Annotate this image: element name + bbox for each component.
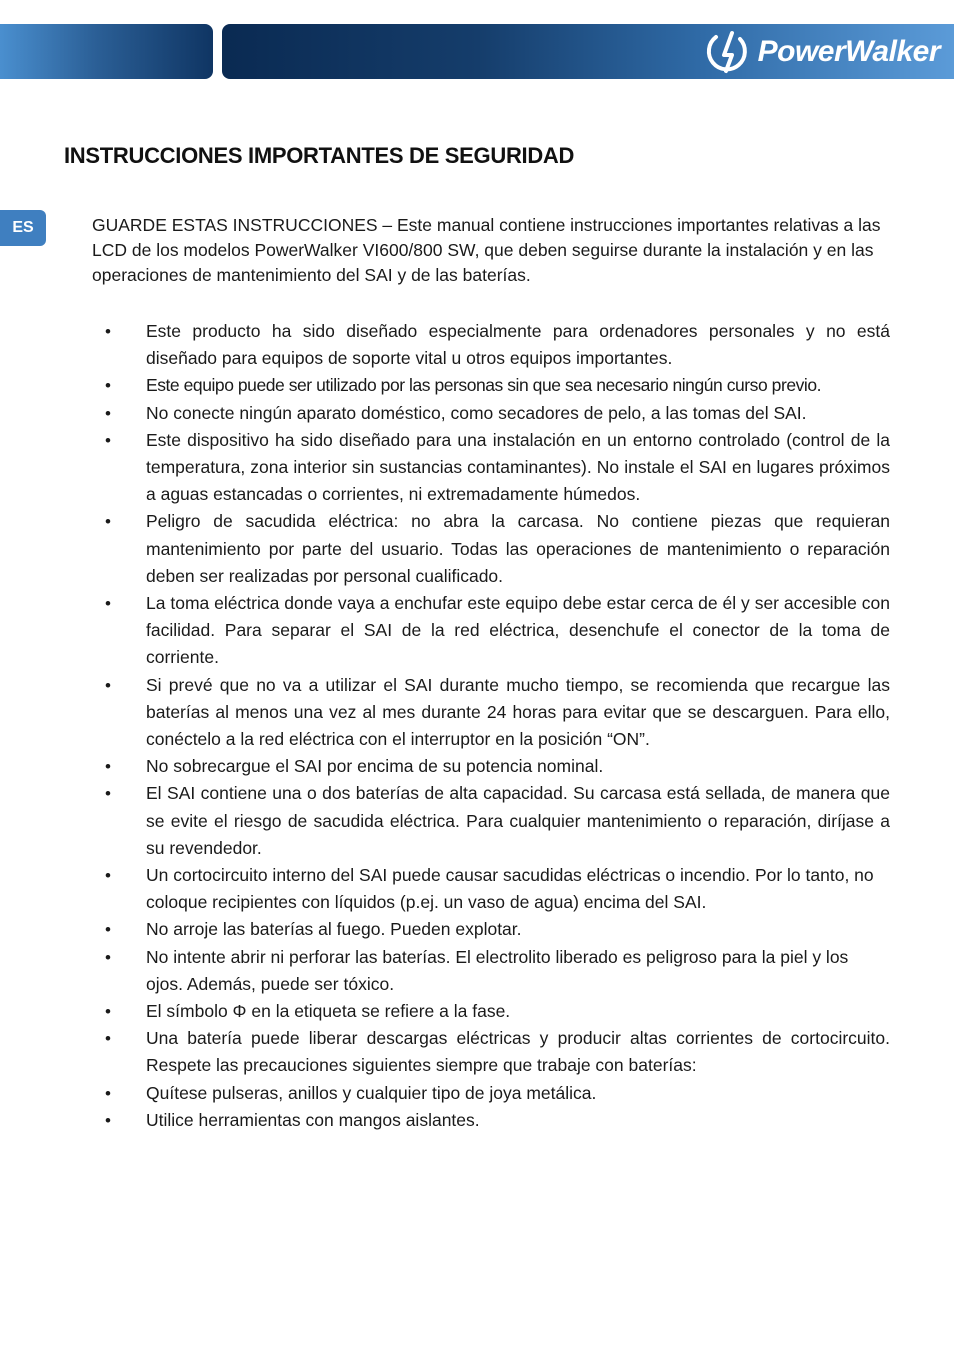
header-band-left	[0, 24, 213, 79]
list-item: • No intente abrir ni perforar las baterías. El electrolito liberado es peligroso para la piel y los ojos. Además, puede ser tóxico.	[100, 944, 890, 998]
list-item: • Este producto ha sido diseñado especialmente para ordenadores personales y no está diseñado para equipos de soporte vital u otros equipos importantes.	[100, 318, 890, 372]
list-item: • El SAI contiene una o dos baterías de alta capacidad. Su carcasa está sellada, de manera que se evite el riesgo de sacudida eléctrica. Para cualquier mantenimiento o reparación, diríjase a su revendedor.	[100, 780, 890, 862]
page-title: INSTRUCCIONES IMPORTANTES DE SEGURIDAD	[64, 143, 575, 168]
list-item: • No sobrecargue el SAI por encima de su potencia nominal.	[100, 753, 890, 780]
list-item: • Peligro de sacudida eléctrica: no abra la carcasa. No contiene piezas que requieran mantenimiento por parte del usuario. Todas las operaciones de mantenimiento o reparación deben ser realizadas por personal cualificado.	[100, 508, 890, 590]
brand-logo	[702, 28, 940, 76]
list-item: • El símbolo Φ en la etiqueta se refiere a la fase.	[100, 998, 890, 1025]
list-item: • Si prevé que no va a utilizar el SAI durante mucho tiempo, se recomienda que recargue las baterías al menos una vez al mes durante 24 horas para evitar que se descarguen. Para ello, conéctelo a la red eléctrica con el interruptor en la posición “ON”.	[100, 672, 890, 754]
list-item: • Utilice herramientas con mangos aislantes.	[100, 1107, 890, 1134]
safety-list	[100, 318, 890, 1134]
brand-name: PowerWalker	[757, 35, 940, 68]
language-tab: ES	[0, 210, 46, 246]
list-item: • Este equipo puede ser utilizado por las personas sin que sea necesario ningún curso previo.	[100, 372, 890, 399]
list-item: • Este dispositivo ha sido diseñado para una instalación en un entorno controlado (control de la temperatura, zona interior sin sustancias contaminantes). No instale el SAI en lugares próximos a aguas estancadas o corrientes, ni extremadamente húmedos.	[100, 427, 890, 509]
power-icon	[702, 29, 752, 75]
list-item: • Una batería puede liberar descargas eléctricas y producir altas corrientes de cortocircuito. Respete las precauciones siguientes siempre que trabaje con baterías:	[100, 1025, 890, 1079]
list-item: • La toma eléctrica donde vaya a enchufar este equipo debe estar cerca de él y ser accesible con facilidad. Para separar el SAI de la red eléctrica, desenchufe el conector de la toma de corriente.	[100, 590, 890, 672]
list-item: • Quítese pulseras, anillos y cualquier tipo de joya metálica.	[100, 1080, 890, 1107]
list-item: • Un cortocircuito interno del SAI puede causar sacudidas eléctricas o incendio. Por lo tanto, no coloque recipientes con líquidos (p.ej. un vaso de agua) encima del SAI.	[100, 862, 890, 916]
list-item: • No conecte ningún aparato doméstico, como secadores de pelo, a las tomas del SAI.	[100, 400, 890, 427]
intro-paragraph: GUARDE ESTAS INSTRUCCIONES – Este manual contiene instrucciones importantes relativas a las LCD de los modelos PowerWalker VI600/800 SW, que deben seguirse durante la instalación y en las operaciones de mantenimiento del SAI y de las baterías.	[92, 215, 881, 285]
list-item: • No arroje las baterías al fuego. Pueden explotar.	[100, 916, 890, 943]
